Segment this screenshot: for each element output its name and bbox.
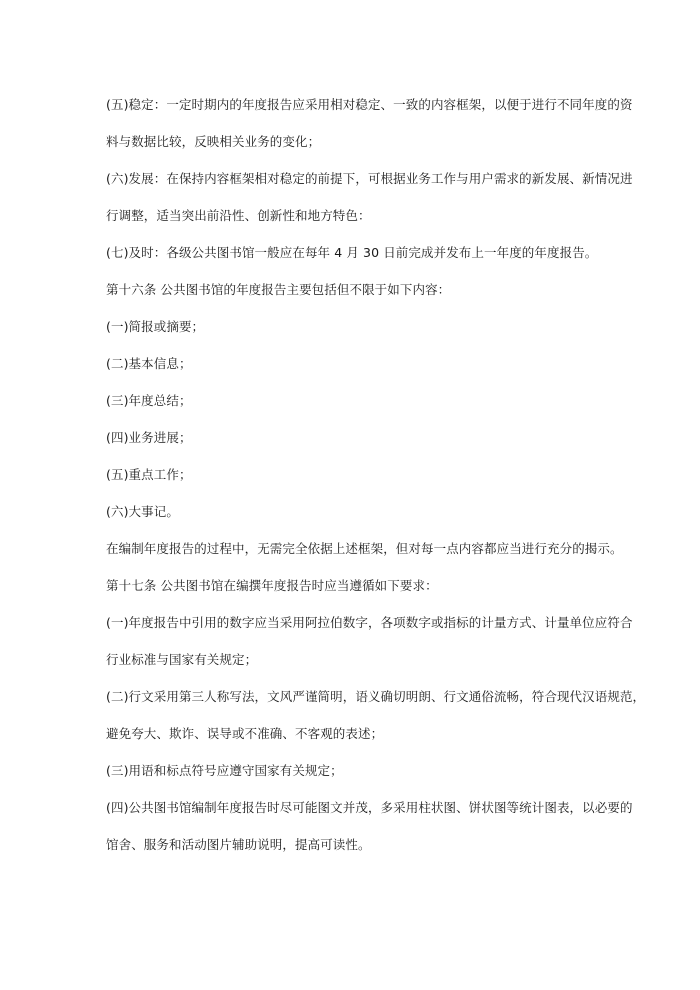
text-line-req4-2: 馆舍、服务和活动图片辅助说明，提高可读性。 bbox=[106, 837, 371, 852]
list-item-jiben-xinxi: (二)基本信息； bbox=[106, 356, 192, 371]
text-line-jishi: (七)及时：各级公共图书馆一般应在每年 4 月 30 日前完成并发布上一年度的年度报告。 bbox=[106, 245, 598, 260]
text-line-req4-1: (四)公共图书馆编制年度报告时尽可能图文并茂，多采用柱状图、饼状图等统计图表，以必要的 bbox=[106, 800, 633, 815]
list-item-yewu-jinzhan: (四)业务进展； bbox=[106, 430, 192, 445]
text-line-fazhan-2: 行调整，适当突出前沿性、创新性和地方特色： bbox=[106, 208, 371, 223]
list-item-niandu-zongjie: (三)年度总结； bbox=[106, 393, 192, 408]
article-16-heading: 第十六条 公共图书馆的年度报告主要包括但不限于如下内容： bbox=[106, 282, 451, 297]
text-line-fazhan-1: (六)发展：在保持内容框架相对稳定的前提下，可根据业务工作与用户需求的新发展、新情况进 bbox=[106, 171, 633, 186]
text-line-wending-1: (五)稳定：一定时期内的年度报告应采用相对稳定、一致的内容框架，以便于进行不同年度的资 bbox=[106, 97, 633, 112]
text-line-req2-2: 避免夸大、欺诈、误导或不准确、不客观的表述； bbox=[106, 726, 384, 741]
article-17-heading: 第十七条 公共图书馆在编撰年度报告时应当遵循如下要求： bbox=[106, 578, 438, 593]
list-item-zhongdian-gongzuo: (五)重点工作； bbox=[106, 467, 192, 482]
text-line-wending-2: 料与数据比较，反映相关业务的变化； bbox=[106, 134, 321, 149]
text-line-bianzhi-note: 在编制年度报告的过程中，无需完全依据上述框架，但对每一点内容都应当进行充分的揭示。 bbox=[106, 541, 623, 556]
text-line-req1-1: (一)年度报告中引用的数字应当采用阿拉伯数字，各项数字或指标的计量方式、计量单位应符合 bbox=[106, 615, 633, 630]
list-item-dashiji: (六)大事记。 bbox=[106, 504, 179, 519]
text-line-req3: (三)用语和标点符号应遵守国家有关规定； bbox=[106, 763, 343, 778]
text-line-req1-2: 行业标准与国家有关规定； bbox=[106, 652, 258, 667]
list-item-jianbao: (一)简报或摘要； bbox=[106, 319, 205, 334]
text-line-req2-1: (二)行文采用第三人称写法，文风严谨简明，语义确切明朗、行文通俗流畅，符合现代汉语规范， bbox=[106, 689, 646, 704]
